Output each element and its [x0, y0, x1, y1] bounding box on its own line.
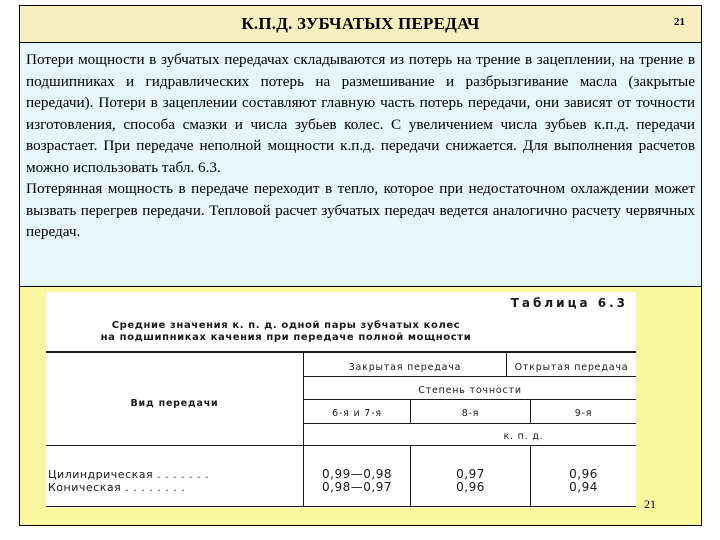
- rule-header-bottom: [46, 445, 636, 446]
- value-con-6-7: 0,98—0,97: [322, 480, 392, 494]
- closed-header: Закрытая передача: [348, 362, 462, 373]
- slide-title: К.П.Д. ЗУБЧАТЫХ ПЕРЕДАЧ: [241, 14, 480, 33]
- value-cyl-6-7: 0,99—0,98: [322, 467, 392, 481]
- table-6-3: [46, 292, 636, 508]
- text-block: [20, 43, 701, 287]
- page-number-top: 21: [674, 16, 685, 28]
- slide-header: [20, 6, 701, 43]
- rule-closed-open: [304, 376, 636, 377]
- rule-bottom: [46, 506, 636, 507]
- value-con-8: 0,96: [456, 480, 485, 494]
- rule-top: [46, 351, 636, 353]
- paragraph-2: Потерянная мощность в передаче переходит в тепло, которое при недостаточном охлаждении может вызвать перегрев передачи. Тепловой расчет зубчатых передач ведется аналогично расчету червячных передач.: [26, 180, 695, 240]
- rule-grades: [304, 423, 636, 424]
- row-name-cylindrical: Цилиндрическая . . . . . . .: [48, 468, 210, 481]
- value-cyl-9: 0,96: [569, 467, 598, 481]
- grade-6-7: 6-я и 7-я: [332, 408, 382, 419]
- value-con-9: 0,94: [569, 480, 598, 494]
- paragraph-1: Потери мощности в зубчатых передачах складываются из потерь на трение в зацеплении, на трение в подшипниках и гидравлических потерь на размешивание и разбрызгивание масла (закрытые передачи). Потери в зацеплении составляют главную часть потерь передачи, они зависят от точности изготовления, способа смазки и числа зубьев колес. С увеличением числа зубьев к.п.д. передачи возрастает. При передаче неполной мощности к.п.д. передачи снижается. Для выполнения расчетов можно использовать табл. 6.3.: [26, 51, 695, 176]
- table-label: Таблица 6.3: [510, 296, 628, 310]
- grade-8: 8-я: [461, 408, 480, 419]
- open-header: Открытая передача: [514, 362, 629, 373]
- col-type-header: Вид передачи: [130, 398, 219, 409]
- accuracy-header: Степень точности: [418, 385, 522, 396]
- kpd-header: к. п. д.: [503, 431, 544, 442]
- value-cyl-8: 0,97: [456, 467, 485, 481]
- rule-accuracy: [304, 399, 636, 400]
- grade-9: 9-я: [574, 408, 593, 419]
- row-name-conical: Коническая . . . . . . . .: [48, 481, 186, 494]
- table-title-line1: Средние значения к. п. д. одной пары зубчатых колес: [111, 320, 461, 331]
- page-number-bottom: 21: [644, 497, 656, 511]
- table-title-line2: на подшипниках качения при передаче полной мощности: [100, 332, 472, 343]
